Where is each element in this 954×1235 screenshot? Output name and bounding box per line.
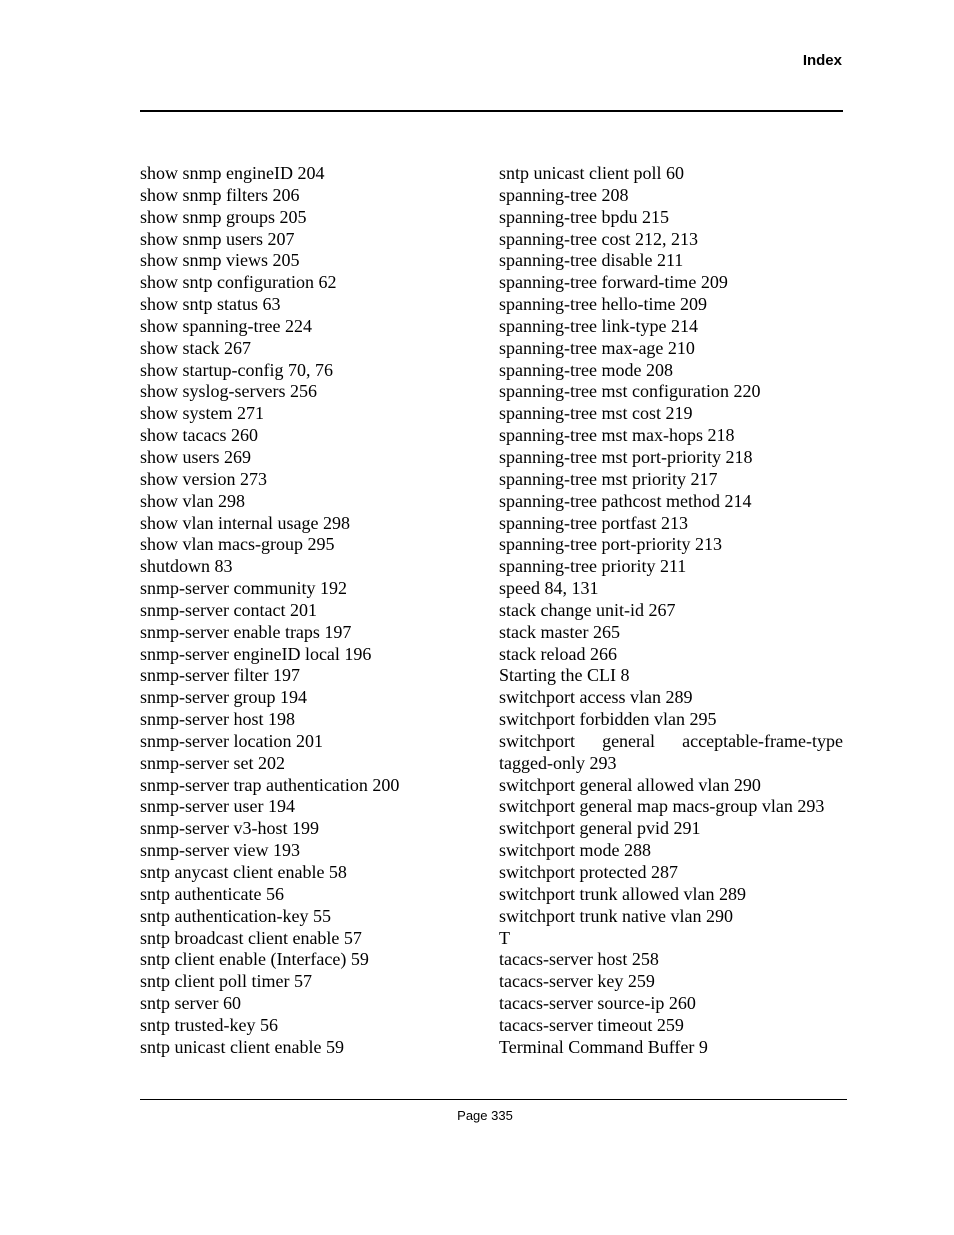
index-entry: spanning-tree portfast 213 — [499, 512, 688, 533]
index-entry: show snmp engineID 204 — [140, 163, 325, 183]
index-entry: sntp authentication-key 55 — [140, 905, 331, 926]
footer-divider — [140, 1099, 847, 1100]
index-entry: switchport mode 288 — [499, 840, 651, 861]
index-entry: sntp client enable (Interface) 59 — [140, 949, 369, 970]
index-entry: switchport forbidden vlan 295 — [499, 709, 717, 730]
index-entry: spanning-tree priority 211 — [499, 556, 687, 577]
index-entry: tacacs-server host 258 — [499, 949, 659, 970]
index-entry: spanning-tree max-age 210 — [499, 337, 695, 358]
index-entry: switchport trunk allowed vlan 289 — [499, 883, 746, 904]
section-header: Index — [802, 52, 842, 69]
index-entry: show tacacs 260 — [140, 425, 258, 446]
index-entry: tacacs-server source-ip 260 — [499, 993, 696, 1014]
index-entry: speed 84, 131 — [499, 578, 599, 599]
index-entry: show syslog-servers 256 — [140, 381, 317, 402]
index-entry: snmp-server enable traps 197 — [140, 621, 352, 642]
index-entry: show snmp views 205 — [140, 250, 300, 271]
index-entry: sntp server 60 — [140, 993, 241, 1014]
index-entry: snmp-server view 193 — [140, 840, 300, 861]
index-entry: snmp-server set 202 — [140, 752, 285, 773]
index-entry: sntp broadcast client enable 57 — [140, 927, 362, 948]
index-entry: snmp-server user 194 — [140, 796, 295, 817]
index-entry: sntp trusted-key 56 — [140, 1014, 278, 1035]
index-entry: show sntp configuration 62 — [140, 272, 337, 293]
index-entry: spanning-tree hello-time 209 — [499, 294, 707, 315]
index-entry: show sntp status 63 — [140, 294, 281, 315]
index-entry: spanning-tree mst port-priority 218 — [499, 446, 753, 467]
index-entry: spanning-tree bpdu 215 — [499, 206, 669, 227]
index-entry: spanning-tree mst max-hops 218 — [499, 425, 735, 446]
index-entry: snmp-server host 198 — [140, 709, 295, 730]
index-entry: spanning-tree pathcost method 214 — [499, 490, 752, 511]
index-entry: switchport access vlan 289 — [499, 687, 693, 708]
index-entry: show version 273 — [140, 468, 267, 489]
index-entry: stack reload 266 — [499, 643, 617, 664]
index-entry: show startup-config 70, 76 — [140, 359, 333, 380]
index-entry: switchport general acceptable-frame-type — [499, 730, 843, 751]
index-entry: snmp-server v3-host 199 — [140, 818, 319, 839]
index-entry: show snmp filters 206 — [140, 184, 300, 205]
index-entry: spanning-tree mst priority 217 — [499, 468, 718, 489]
index-entry: show snmp users 207 — [140, 228, 295, 249]
index-entry: stack change unit-id 267 — [499, 599, 676, 620]
index-entry: T — [499, 927, 510, 948]
index-entry: snmp-server filter 197 — [140, 665, 300, 686]
header-divider — [140, 110, 843, 112]
index-entry: spanning-tree port-priority 213 — [499, 534, 722, 555]
index-entry: shutdown 83 — [140, 556, 233, 577]
index-entry: snmp-server trap authentication 200 — [140, 774, 400, 795]
index-entry: sntp unicast client poll 60 — [499, 163, 684, 183]
index-entry: show vlan internal usage 298 — [140, 512, 350, 533]
index-entry: snmp-server group 194 — [140, 687, 307, 708]
index-entry: snmp-server contact 201 — [140, 599, 317, 620]
index-entry: switchport trunk native vlan 290 — [499, 905, 733, 926]
index-entry: show system 271 — [140, 403, 265, 424]
index-entry: switchport general pvid 291 — [499, 818, 701, 839]
index-entry: switchport general map macs-group vlan 293 — [499, 796, 825, 817]
page-number: Page 335 — [457, 1108, 513, 1123]
index-entry: switchport general allowed vlan 290 — [499, 774, 761, 795]
index-entry: tacacs-server key 259 — [499, 971, 655, 992]
index-entry: sntp anycast client enable 58 — [140, 862, 347, 882]
index-entry: show vlan 298 — [140, 490, 245, 511]
index-entry: spanning-tree mst configuration 220 — [499, 381, 761, 402]
index-entry: stack master 265 — [499, 621, 620, 642]
index-entry: spanning-tree forward-time 209 — [499, 272, 728, 293]
index-entry: show users 269 — [140, 446, 251, 467]
index-entry: show spanning-tree 224 — [140, 315, 312, 336]
index-entry: spanning-tree disable 211 — [499, 250, 684, 271]
index-entry: tagged-only 293 — [499, 752, 617, 773]
index-entry: sntp unicast client enable 59 — [140, 1036, 344, 1057]
index-entry: spanning-tree link-type 214 — [499, 315, 698, 336]
index-column-right — [499, 163, 843, 1059]
index-entry: snmp-server location 201 — [140, 730, 323, 751]
index-entry: Starting the CLI 8 — [499, 665, 630, 686]
index-entry: tacacs-server timeout 259 — [499, 1014, 684, 1035]
index-entry: spanning-tree cost 212, 213 — [499, 228, 698, 249]
index-entry: show stack 267 — [140, 337, 251, 358]
index-entry: spanning-tree 208 — [499, 184, 629, 205]
index-entry: snmp-server engineID local 196 — [140, 643, 372, 664]
index-entry: Terminal Command Buffer 9 — [499, 1036, 708, 1057]
index-entry: spanning-tree mst cost 219 — [499, 403, 693, 424]
index-column-left — [140, 163, 480, 1059]
index-entry: sntp authenticate 56 — [140, 883, 284, 904]
index-entry: spanning-tree mode 208 — [499, 359, 673, 380]
index-entry: switchport protected 287 — [499, 862, 678, 882]
index-entry: show snmp groups 205 — [140, 206, 307, 227]
index-entry: snmp-server community 192 — [140, 578, 347, 599]
index-entry: sntp client poll timer 57 — [140, 971, 312, 992]
index-entry: show vlan macs-group 295 — [140, 534, 335, 555]
